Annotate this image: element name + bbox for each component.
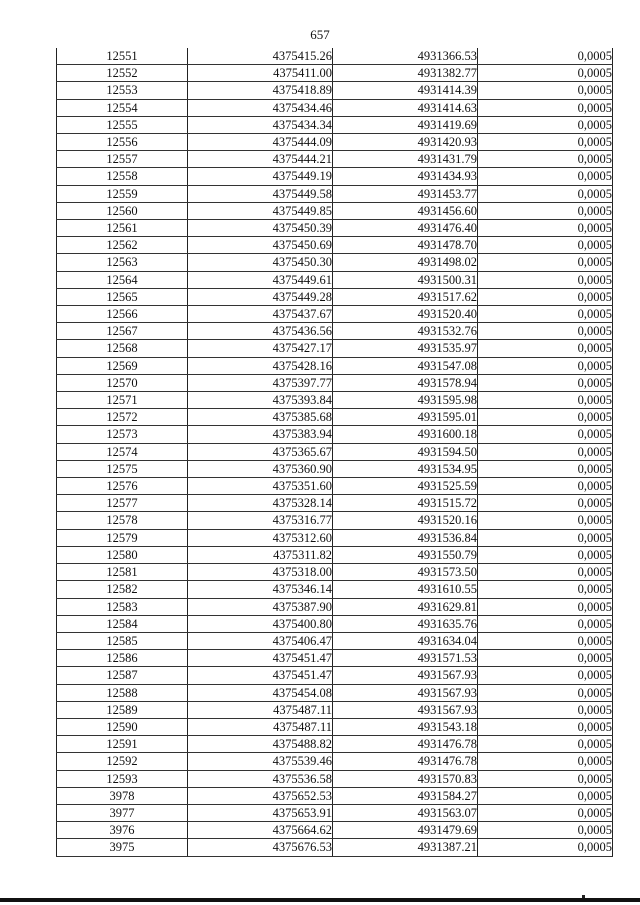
error-cell: 0,0005 <box>478 529 613 546</box>
table-row <box>57 357 613 374</box>
error-cell: 0,0005 <box>478 82 613 99</box>
point-number-cell: 12556 <box>57 134 188 151</box>
error-cell: 0,0005 <box>478 460 613 477</box>
error-cell: 0,0005 <box>478 357 613 374</box>
point-number-cell: 12576 <box>57 478 188 495</box>
y-coordinate-cell: 4931594.50 <box>333 443 478 460</box>
error-cell: 0,0005 <box>478 48 613 65</box>
x-coordinate-cell: 4375406.47 <box>188 632 333 649</box>
point-number-cell: 12553 <box>57 82 188 99</box>
error-cell: 0,0005 <box>478 426 613 443</box>
table-row <box>57 650 613 667</box>
y-coordinate-cell: 4931520.16 <box>333 512 478 529</box>
y-coordinate-cell: 4931525.59 <box>333 478 478 495</box>
error-cell: 0,0005 <box>478 632 613 649</box>
table-row <box>57 718 613 735</box>
error-cell: 0,0005 <box>478 116 613 133</box>
error-cell: 0,0005 <box>478 770 613 787</box>
table-row <box>57 392 613 409</box>
error-cell: 0,0005 <box>478 701 613 718</box>
x-coordinate-cell: 4375449.58 <box>188 185 333 202</box>
table-row <box>57 185 613 202</box>
table-row <box>57 237 613 254</box>
table-row <box>57 684 613 701</box>
y-coordinate-cell: 4931476.78 <box>333 753 478 770</box>
error-cell: 0,0005 <box>478 804 613 821</box>
table-row <box>57 65 613 82</box>
error-cell: 0,0005 <box>478 753 613 770</box>
point-number-cell: 12552 <box>57 65 188 82</box>
x-coordinate-cell: 4375450.69 <box>188 237 333 254</box>
point-number-cell: 12555 <box>57 116 188 133</box>
point-number-cell: 12554 <box>57 99 188 116</box>
error-cell: 0,0005 <box>478 392 613 409</box>
y-coordinate-cell: 4931520.40 <box>333 306 478 323</box>
error-cell: 0,0005 <box>478 564 613 581</box>
error-cell: 0,0005 <box>478 340 613 357</box>
table-row <box>57 581 613 598</box>
table-row <box>57 254 613 271</box>
x-coordinate-cell: 4375383.94 <box>188 426 333 443</box>
x-coordinate-cell: 4375449.19 <box>188 168 333 185</box>
point-number-cell: 12565 <box>57 288 188 305</box>
point-number-cell: 12561 <box>57 220 188 237</box>
error-cell: 0,0005 <box>478 822 613 839</box>
point-number-cell: 12586 <box>57 650 188 667</box>
x-coordinate-cell: 4375487.11 <box>188 701 333 718</box>
error-cell: 0,0005 <box>478 478 613 495</box>
y-coordinate-cell: 4931563.07 <box>333 804 478 821</box>
error-cell: 0,0005 <box>478 615 613 632</box>
x-coordinate-cell: 4375311.82 <box>188 546 333 563</box>
error-cell: 0,0005 <box>478 512 613 529</box>
x-coordinate-cell: 4375664.62 <box>188 822 333 839</box>
y-coordinate-cell: 4931536.84 <box>333 529 478 546</box>
x-coordinate-cell: 4375454.08 <box>188 684 333 701</box>
error-cell: 0,0005 <box>478 667 613 684</box>
table-row <box>57 546 613 563</box>
table-row <box>57 220 613 237</box>
table-row <box>57 564 613 581</box>
point-number-cell: 12566 <box>57 306 188 323</box>
error-cell: 0,0005 <box>478 787 613 804</box>
point-number-cell: 12551 <box>57 48 188 65</box>
point-number-cell: 12579 <box>57 529 188 546</box>
error-cell: 0,0005 <box>478 374 613 391</box>
error-cell: 0,0005 <box>478 839 613 856</box>
point-number-cell: 12590 <box>57 718 188 735</box>
point-number-cell: 12568 <box>57 340 188 357</box>
y-coordinate-cell: 4931431.79 <box>333 151 478 168</box>
table-row <box>57 202 613 219</box>
point-number-cell: 12562 <box>57 237 188 254</box>
y-coordinate-cell: 4931387.21 <box>333 839 478 856</box>
error-cell: 0,0005 <box>478 271 613 288</box>
coordinates-table <box>56 48 613 857</box>
x-coordinate-cell: 4375488.82 <box>188 736 333 753</box>
table-row <box>57 667 613 684</box>
point-number-cell: 12591 <box>57 736 188 753</box>
error-cell: 0,0005 <box>478 254 613 271</box>
x-coordinate-cell: 4375539.46 <box>188 753 333 770</box>
error-cell: 0,0005 <box>478 736 613 753</box>
point-number-cell: 12585 <box>57 632 188 649</box>
table-row <box>57 426 613 443</box>
table-row <box>57 134 613 151</box>
point-number-cell: 12593 <box>57 770 188 787</box>
table-row <box>57 306 613 323</box>
table-row <box>57 822 613 839</box>
table-row <box>57 168 613 185</box>
error-cell: 0,0005 <box>478 598 613 615</box>
table-row <box>57 753 613 770</box>
y-coordinate-cell: 4931595.01 <box>333 409 478 426</box>
point-number-cell: 12581 <box>57 564 188 581</box>
y-coordinate-cell: 4931595.98 <box>333 392 478 409</box>
error-cell: 0,0005 <box>478 323 613 340</box>
y-coordinate-cell: 4931550.79 <box>333 546 478 563</box>
table-row <box>57 340 613 357</box>
table-row <box>57 615 613 632</box>
table-row <box>57 701 613 718</box>
y-coordinate-cell: 4931584.27 <box>333 787 478 804</box>
point-number-cell: 12584 <box>57 615 188 632</box>
point-number-cell: 12578 <box>57 512 188 529</box>
x-coordinate-cell: 4375316.77 <box>188 512 333 529</box>
point-number-cell: 3975 <box>57 839 188 856</box>
coordinates-table-container <box>56 48 612 857</box>
table-row <box>57 271 613 288</box>
x-coordinate-cell: 4375418.89 <box>188 82 333 99</box>
x-coordinate-cell: 4375428.16 <box>188 357 333 374</box>
point-number-cell: 12557 <box>57 151 188 168</box>
table-row <box>57 288 613 305</box>
table-row <box>57 598 613 615</box>
point-number-cell: 12592 <box>57 753 188 770</box>
x-coordinate-cell: 4375360.90 <box>188 460 333 477</box>
scan-bottom-edge <box>0 898 640 902</box>
x-coordinate-cell: 4375444.09 <box>188 134 333 151</box>
x-coordinate-cell: 4375450.30 <box>188 254 333 271</box>
x-coordinate-cell: 4375449.61 <box>188 271 333 288</box>
y-coordinate-cell: 4931567.93 <box>333 667 478 684</box>
table-row <box>57 770 613 787</box>
y-coordinate-cell: 4931578.94 <box>333 374 478 391</box>
x-coordinate-cell: 4375434.46 <box>188 99 333 116</box>
table-row <box>57 478 613 495</box>
error-cell: 0,0005 <box>478 65 613 82</box>
y-coordinate-cell: 4931434.93 <box>333 168 478 185</box>
table-row <box>57 460 613 477</box>
error-cell: 0,0005 <box>478 220 613 237</box>
table-row <box>57 736 613 753</box>
point-number-cell: 12577 <box>57 495 188 512</box>
x-coordinate-cell: 4375536.58 <box>188 770 333 787</box>
y-coordinate-cell: 4931414.63 <box>333 99 478 116</box>
y-coordinate-cell: 4931479.69 <box>333 822 478 839</box>
point-number-cell: 12560 <box>57 202 188 219</box>
point-number-cell: 12588 <box>57 684 188 701</box>
y-coordinate-cell: 4931573.50 <box>333 564 478 581</box>
point-number-cell: 3976 <box>57 822 188 839</box>
table-row <box>57 374 613 391</box>
y-coordinate-cell: 4931547.08 <box>333 357 478 374</box>
table-row <box>57 409 613 426</box>
error-cell: 0,0005 <box>478 134 613 151</box>
x-coordinate-cell: 4375411.00 <box>188 65 333 82</box>
point-number-cell: 3977 <box>57 804 188 821</box>
point-number-cell: 12582 <box>57 581 188 598</box>
point-number-cell: 12559 <box>57 185 188 202</box>
point-number-cell: 12570 <box>57 374 188 391</box>
y-coordinate-cell: 4931382.77 <box>333 65 478 82</box>
y-coordinate-cell: 4931414.39 <box>333 82 478 99</box>
y-coordinate-cell: 4931543.18 <box>333 718 478 735</box>
error-cell: 0,0005 <box>478 546 613 563</box>
error-cell: 0,0005 <box>478 718 613 735</box>
point-number-cell: 12575 <box>57 460 188 477</box>
table-row <box>57 151 613 168</box>
y-coordinate-cell: 4931629.81 <box>333 598 478 615</box>
error-cell: 0,0005 <box>478 237 613 254</box>
error-cell: 0,0005 <box>478 581 613 598</box>
error-cell: 0,0005 <box>478 288 613 305</box>
x-coordinate-cell: 4375397.77 <box>188 374 333 391</box>
y-coordinate-cell: 4931420.93 <box>333 134 478 151</box>
error-cell: 0,0005 <box>478 650 613 667</box>
y-coordinate-cell: 4931567.93 <box>333 684 478 701</box>
point-number-cell: 3978 <box>57 787 188 804</box>
error-cell: 0,0005 <box>478 99 613 116</box>
x-coordinate-cell: 4375653.91 <box>188 804 333 821</box>
x-coordinate-cell: 4375318.00 <box>188 564 333 581</box>
y-coordinate-cell: 4931635.76 <box>333 615 478 632</box>
x-coordinate-cell: 4375400.80 <box>188 615 333 632</box>
x-coordinate-cell: 4375450.39 <box>188 220 333 237</box>
x-coordinate-cell: 4375652.53 <box>188 787 333 804</box>
y-coordinate-cell: 4931610.55 <box>333 581 478 598</box>
error-cell: 0,0005 <box>478 306 613 323</box>
error-cell: 0,0005 <box>478 202 613 219</box>
coordinates-table-body <box>57 48 613 856</box>
x-coordinate-cell: 4375444.21 <box>188 151 333 168</box>
y-coordinate-cell: 4931515.72 <box>333 495 478 512</box>
x-coordinate-cell: 4375434.34 <box>188 116 333 133</box>
point-number-cell: 12573 <box>57 426 188 443</box>
point-number-cell: 12558 <box>57 168 188 185</box>
point-number-cell: 12571 <box>57 392 188 409</box>
point-number-cell: 12572 <box>57 409 188 426</box>
x-coordinate-cell: 4375351.60 <box>188 478 333 495</box>
y-coordinate-cell: 4931498.02 <box>333 254 478 271</box>
x-coordinate-cell: 4375393.84 <box>188 392 333 409</box>
y-coordinate-cell: 4931476.78 <box>333 736 478 753</box>
error-cell: 0,0005 <box>478 684 613 701</box>
point-number-cell: 12587 <box>57 667 188 684</box>
table-row <box>57 443 613 460</box>
table-row <box>57 632 613 649</box>
table-row <box>57 99 613 116</box>
table-row <box>57 495 613 512</box>
y-coordinate-cell: 4931634.04 <box>333 632 478 649</box>
y-coordinate-cell: 4931366.53 <box>333 48 478 65</box>
x-coordinate-cell: 4375437.67 <box>188 306 333 323</box>
table-row <box>57 787 613 804</box>
y-coordinate-cell: 4931419.69 <box>333 116 478 133</box>
x-coordinate-cell: 4375487.11 <box>188 718 333 735</box>
point-number-cell: 12563 <box>57 254 188 271</box>
error-cell: 0,0005 <box>478 409 613 426</box>
point-number-cell: 12589 <box>57 701 188 718</box>
y-coordinate-cell: 4931456.60 <box>333 202 478 219</box>
x-coordinate-cell: 4375328.14 <box>188 495 333 512</box>
x-coordinate-cell: 4375312.60 <box>188 529 333 546</box>
x-coordinate-cell: 4375451.47 <box>188 650 333 667</box>
point-number-cell: 12569 <box>57 357 188 374</box>
y-coordinate-cell: 4931532.76 <box>333 323 478 340</box>
error-cell: 0,0005 <box>478 151 613 168</box>
y-coordinate-cell: 4931476.40 <box>333 220 478 237</box>
point-number-cell: 12583 <box>57 598 188 615</box>
page-number: 657 <box>310 27 330 42</box>
table-row <box>57 82 613 99</box>
error-cell: 0,0005 <box>478 185 613 202</box>
y-coordinate-cell: 4931600.18 <box>333 426 478 443</box>
x-coordinate-cell: 4375427.17 <box>188 340 333 357</box>
x-coordinate-cell: 4375415.26 <box>188 48 333 65</box>
point-number-cell: 12567 <box>57 323 188 340</box>
y-coordinate-cell: 4931453.77 <box>333 185 478 202</box>
x-coordinate-cell: 4375346.14 <box>188 581 333 598</box>
x-coordinate-cell: 4375451.47 <box>188 667 333 684</box>
x-coordinate-cell: 4375449.85 <box>188 202 333 219</box>
x-coordinate-cell: 4375365.67 <box>188 443 333 460</box>
y-coordinate-cell: 4931534.95 <box>333 460 478 477</box>
y-coordinate-cell: 4931571.53 <box>333 650 478 667</box>
table-row <box>57 116 613 133</box>
table-row <box>57 839 613 856</box>
point-number-cell: 12580 <box>57 546 188 563</box>
y-coordinate-cell: 4931535.97 <box>333 340 478 357</box>
y-coordinate-cell: 4931567.93 <box>333 701 478 718</box>
table-row <box>57 512 613 529</box>
table-row <box>57 529 613 546</box>
table-row <box>57 323 613 340</box>
y-coordinate-cell: 4931570.83 <box>333 770 478 787</box>
x-coordinate-cell: 4375436.56 <box>188 323 333 340</box>
error-cell: 0,0005 <box>478 495 613 512</box>
error-cell: 0,0005 <box>478 168 613 185</box>
point-number-cell: 12574 <box>57 443 188 460</box>
x-coordinate-cell: 4375385.68 <box>188 409 333 426</box>
x-coordinate-cell: 4375676.53 <box>188 839 333 856</box>
x-coordinate-cell: 4375387.90 <box>188 598 333 615</box>
y-coordinate-cell: 4931517.62 <box>333 288 478 305</box>
scan-speck <box>582 895 585 898</box>
error-cell: 0,0005 <box>478 443 613 460</box>
table-row <box>57 48 613 65</box>
y-coordinate-cell: 4931478.70 <box>333 237 478 254</box>
table-row <box>57 804 613 821</box>
point-number-cell: 12564 <box>57 271 188 288</box>
x-coordinate-cell: 4375449.28 <box>188 288 333 305</box>
y-coordinate-cell: 4931500.31 <box>333 271 478 288</box>
